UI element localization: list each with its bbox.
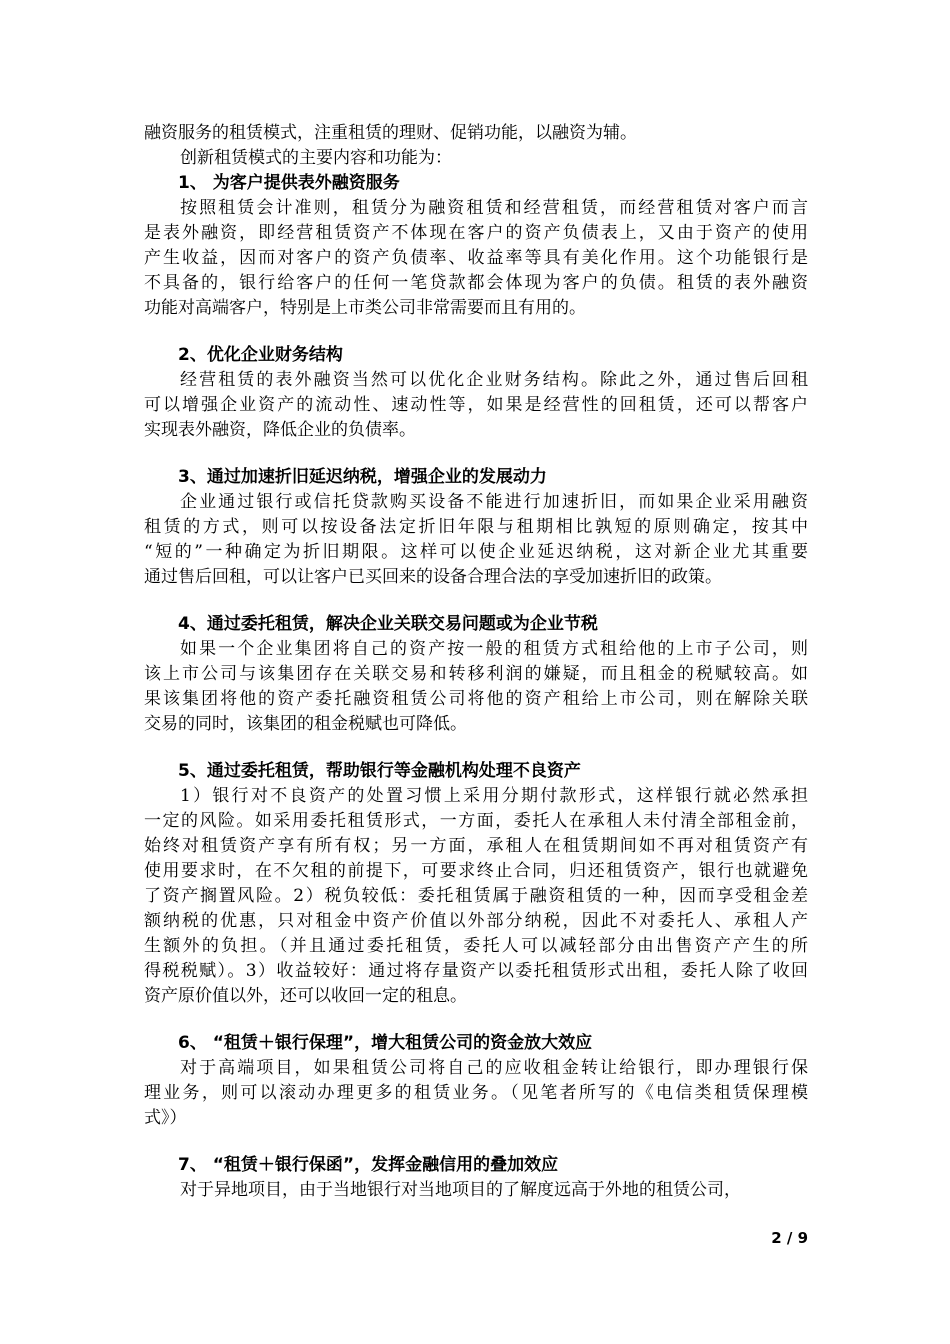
text-line: 实现表外融资，降低企业的负债率。 [144, 420, 416, 440]
paragraph-spacer [144, 321, 808, 343]
text-line: 对于异地项目，由于当地银行对当地项目的了解度远高于外地的租赁公司， [180, 1180, 741, 1200]
text-line: 经营租赁的表外融资当然可以优化企业财务结构。除此之外，通过售后回租 [180, 370, 808, 390]
page-number: 2 / 9 [771, 1229, 808, 1247]
text-line: 得税税赋）。3）收益较好：通过将存量资产以委托租赁形式出租，委托人除了收回 [144, 961, 808, 981]
section-heading: 3、通过加速折旧延迟纳税，增强企业的发展动力 [178, 467, 547, 487]
paragraph [144, 368, 808, 443]
text-line: 融资服务的租赁模式，注重租赁的理财、促销功能，以融资为辅。 [144, 123, 637, 143]
text-line: 果该集团将他的资产委托融资租赁公司将他的资产租给上市公司，则在解除关联 [144, 689, 808, 709]
text-line: 该上市公司与该集团存在关联交易和转移利润的嫌疑，而且租金的税赋较高。如 [144, 664, 808, 684]
paragraph [144, 121, 808, 146]
text-line: 始终对租赁资产享有所有权；另一方面，承租人在租赁期间如不再对租赁资产有 [144, 836, 808, 856]
section-heading: 2、优化企业财务结构 [178, 345, 343, 365]
text-line: 额纳税的优惠，只对租金中资产价值以外部分纳税，因此不对委托人、承租人产 [144, 911, 808, 931]
text-line: “短的”一种确定为折旧期限。这样可以使企业延迟纳税，这对新企业尤其重要 [144, 542, 808, 562]
text-line: 是表外融资，即经营租赁资产不体现在客户的资产负债表上，又由于资产的使用 [144, 223, 808, 243]
text-line: 企业通过银行或信托贷款购买设备不能进行加速折旧，而如果企业采用融资 [180, 492, 808, 512]
paragraph-spacer [144, 1009, 808, 1031]
paragraph-spacer [144, 443, 808, 465]
text-line: 一定的风险。如采用委托租赁形式，一方面，委托人在承租人未付清全部租金前， [144, 811, 808, 831]
text-line: 理业务，则可以滚动办理更多的租赁业务。（见笔者所写的《电信类租赁保理模 [144, 1083, 808, 1103]
text-line: 租赁的方式，则可以按设备法定折旧年限与租期相比孰短的原则确定，按其中 [144, 517, 808, 537]
text-line: 对于高端项目，如果租赁公司将自己的应收租金转让给银行，即办理银行保 [180, 1058, 808, 1078]
text-line: 资产原价值以外，还可以收回一定的租息。 [144, 986, 467, 1006]
text-line: 如果一个企业集团将自己的资产按一般的租赁方式租给他的上市子公司，则 [180, 639, 808, 659]
paragraph-spacer [144, 737, 808, 759]
section-heading: 1、 为客户提供表外融资服务 [178, 173, 400, 193]
paragraph [144, 146, 808, 171]
text-line: 使用要求时，在不欠租的前提下，可要求终止合同，归还租赁资产，银行也就避免 [144, 861, 808, 881]
text-line: 可以增强企业资产的流动性、速动性等，如果是经营性的回租赁，还可以帮客户 [144, 395, 808, 415]
text-line: 功能对高端客户，特别是上市类公司非常需要而且有用的。 [144, 298, 586, 318]
text-line: 通过售后回租，可以让客户已买回来的设备合理合法的享受加速折旧的政策。 [144, 567, 722, 587]
paragraph-spacer [144, 590, 808, 612]
text-line: 交易的同时，该集团的租金税赋也可降低。 [144, 714, 467, 734]
section-heading: 5、通过委托租赁，帮助银行等金融机构处理不良资产 [178, 761, 581, 781]
text-line: 1）银行对不良资产的处置习惯上采用分期付款形式，这样银行就必然承担 [180, 786, 808, 806]
paragraph [144, 1178, 808, 1203]
paragraph [144, 637, 808, 737]
text-line: 不具备的，银行给客户的任何一笔贷款都会体现为客户的负债。租赁的表外融资 [144, 273, 808, 293]
section-heading: 6、 “租赁＋银行保理”，增大租赁公司的资金放大效应 [178, 1033, 593, 1053]
paragraph [144, 490, 808, 590]
text-line: 式》） [144, 1108, 187, 1128]
paragraph-spacer [144, 1131, 808, 1153]
text-line: 产生收益，因而对客户的资产负债率、收益率等具有美化作用。这个功能银行是 [144, 248, 808, 268]
text-line: 创新租赁模式的主要内容和功能为： [180, 148, 452, 168]
paragraph [144, 784, 808, 1009]
paragraph [144, 1056, 808, 1131]
paragraph [144, 196, 808, 321]
section-heading: 4、通过委托租赁，解决企业关联交易问题或为企业节税 [178, 614, 598, 634]
text-line: 了资产搁置风险。2）税负较低：委托租赁属于融资租赁的一种，因而享受租金差 [144, 886, 808, 906]
section-heading: 7、 “租赁＋银行保函”，发挥金融信用的叠加效应 [178, 1155, 559, 1175]
document-body [144, 121, 808, 1203]
text-line: 按照租赁会计准则，租赁分为融资租赁和经营租赁，而经营租赁对客户而言 [180, 198, 808, 218]
text-line: 生额外的负担。（并且通过委托租赁，委托人可以减轻部分由出售资产产生的所 [144, 936, 808, 956]
